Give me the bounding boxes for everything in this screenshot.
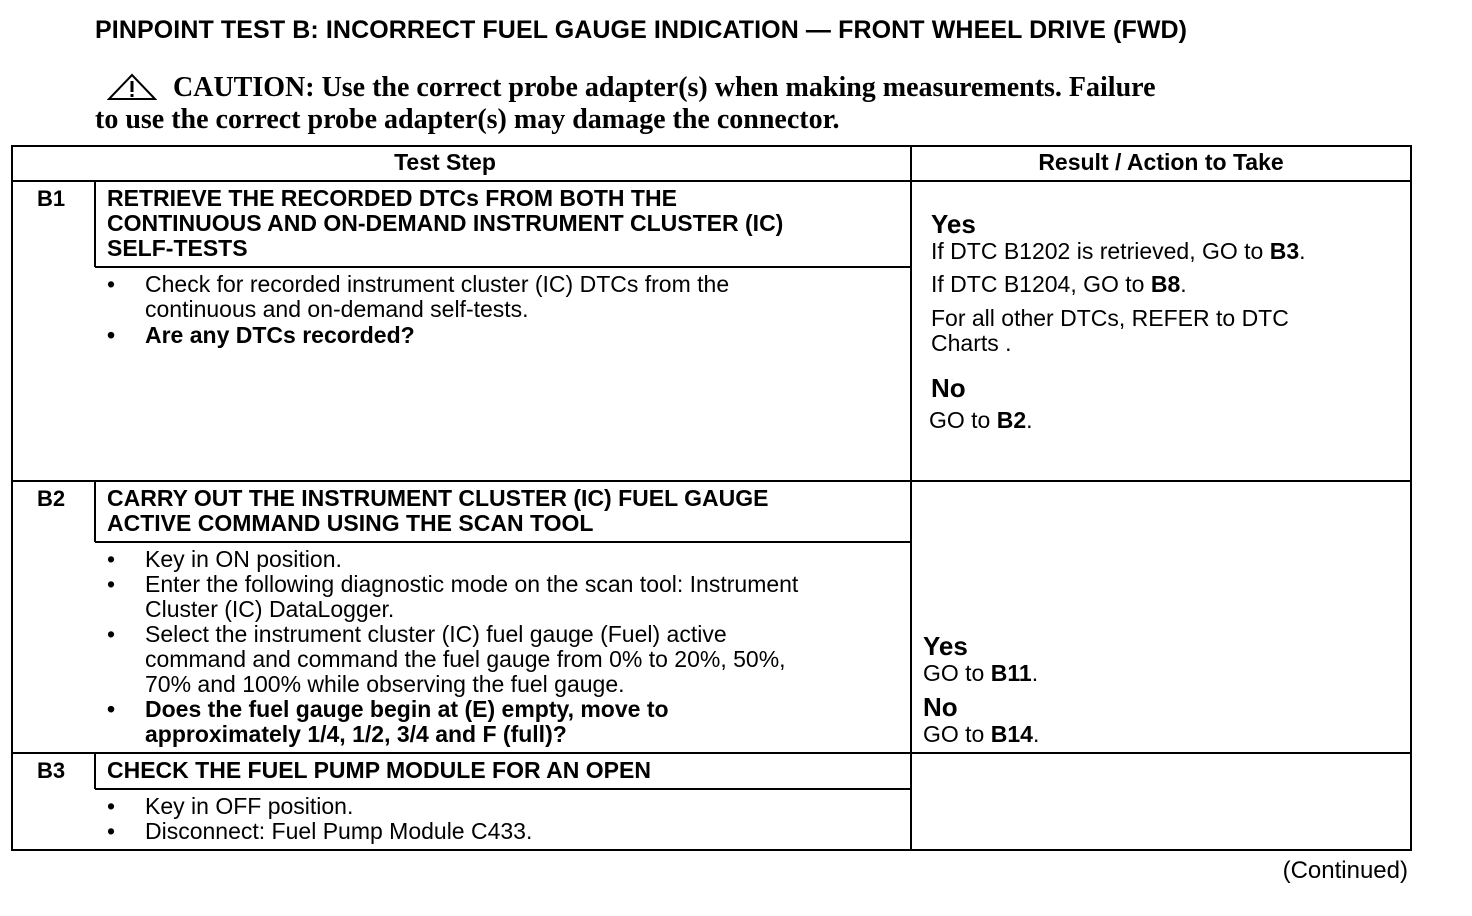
bullet-text: Disconnect: Fuel Pump Module C433.: [145, 818, 533, 844]
result-b1-no: GO to B2.: [929, 407, 1033, 433]
bullet-dot: •: [107, 546, 116, 572]
goto-step-link[interactable]: B14: [990, 721, 1033, 747]
result-text: If DTC B1202 is retrieved, GO to: [931, 238, 1270, 264]
step-title-b1-line: RETRIEVE THE RECORDED DTCs FROM BOTH THE: [107, 185, 677, 211]
result-text: GO to: [929, 407, 997, 433]
bullet-text: Key in ON position.: [145, 546, 342, 572]
bullet-text: command and command the fuel gauge from 0% to 20%, 50%,: [145, 646, 786, 672]
caution-label: CAUTION:: [173, 72, 315, 103]
bullet-text: Key in OFF position.: [145, 793, 354, 819]
goto-step-link[interactable]: B8: [1150, 271, 1181, 297]
result-text: If DTC B1204, GO to: [931, 271, 1151, 297]
step-title-b2-line: CARRY OUT THE INSTRUMENT CLUSTER (IC) FUEL GAUGE: [107, 485, 769, 511]
step-id-b2: B2: [37, 486, 66, 511]
result-text: GO to: [923, 660, 991, 686]
caution-note: [95, 72, 1295, 136]
result-b1-yes-2: If DTC B1204, GO to B8.: [931, 271, 1187, 297]
step-title-b2: [107, 486, 768, 536]
result-b1-yes-3: [931, 306, 1289, 356]
result-b1-yes-1: If DTC B1202 is retrieved, GO to B3.: [931, 238, 1306, 264]
bullet-dot: •: [107, 696, 116, 722]
caution-line-2: to use the correct probe adapter(s) may damage the connector.: [95, 104, 840, 135]
answer-yes-b1: Yes: [931, 209, 976, 239]
bullet-text: Cluster (IC) DataLogger.: [145, 596, 395, 622]
step-id-b1: B1: [37, 186, 66, 211]
bullet-text: Select the instrument cluster (IC) fuel gauge (Fuel) active: [145, 621, 727, 647]
bullet-text: Enter the following diagnostic mode on the scan tool: Instrument: [145, 571, 799, 597]
result-text: GO to: [923, 721, 991, 747]
step-id-b3: B3: [37, 758, 66, 783]
column-header-result: Result / Action to Take: [1038, 149, 1284, 175]
result-b2-yes: GO to B11.: [923, 660, 1039, 686]
bullet-dot: •: [107, 571, 116, 597]
bullet-text: Does the fuel gauge begin at (E) empty, move to: [145, 696, 669, 722]
result-text: Charts .: [931, 330, 1012, 356]
bullet-dot: •: [107, 271, 116, 297]
answer-no-b1: No: [931, 373, 966, 403]
goto-step-link[interactable]: B11: [990, 660, 1032, 686]
bullet-dot: •: [107, 621, 116, 647]
column-header-test-step: Test Step: [394, 149, 496, 175]
continued-label: (Continued): [1282, 857, 1408, 884]
goto-step-link[interactable]: B3: [1269, 238, 1300, 264]
bullet-dot: •: [107, 322, 116, 348]
result-b2-no: GO to B14.: [923, 721, 1040, 747]
step-title-b1-line: SELF-TESTS: [107, 235, 248, 261]
answer-no-b2: No: [923, 692, 958, 722]
bullet-dot: •: [107, 793, 116, 819]
caution-line-1: Use the correct probe adapter(s) when making measurements. Failure: [321, 72, 1156, 103]
goto-step-link[interactable]: B2: [996, 407, 1027, 433]
bullet-text: Are any DTCs recorded?: [145, 322, 415, 348]
step-title-b1: [107, 186, 783, 261]
answer-yes-b2: Yes: [923, 631, 968, 661]
step-title-b1-line: CONTINUOUS AND ON-DEMAND INSTRUMENT CLUSTER (IC): [107, 210, 784, 236]
bullet-text: Check for recorded instrument cluster (IC) DTCs from the: [145, 271, 730, 297]
result-text: For all other DTCs, REFER to DTC: [931, 305, 1289, 331]
step-title-b3: CHECK THE FUEL PUMP MODULE FOR AN OPEN: [107, 757, 651, 783]
bullet-text: continuous and on-demand self-tests.: [145, 296, 529, 322]
bullet-text: 70% and 100% while observing the fuel gauge.: [145, 671, 625, 697]
step-title-b2-line: ACTIVE COMMAND USING THE SCAN TOOL: [107, 510, 594, 536]
bullet-text: approximately 1/4, 1/2, 3/4 and F (full)?: [145, 721, 567, 747]
bullet-dot: •: [107, 818, 116, 844]
pinpoint-test-table: [11, 145, 1412, 851]
page-title: PINPOINT TEST B: INCORRECT FUEL GAUGE INDICATION — FRONT WHEEL DRIVE (FWD): [95, 16, 1188, 44]
